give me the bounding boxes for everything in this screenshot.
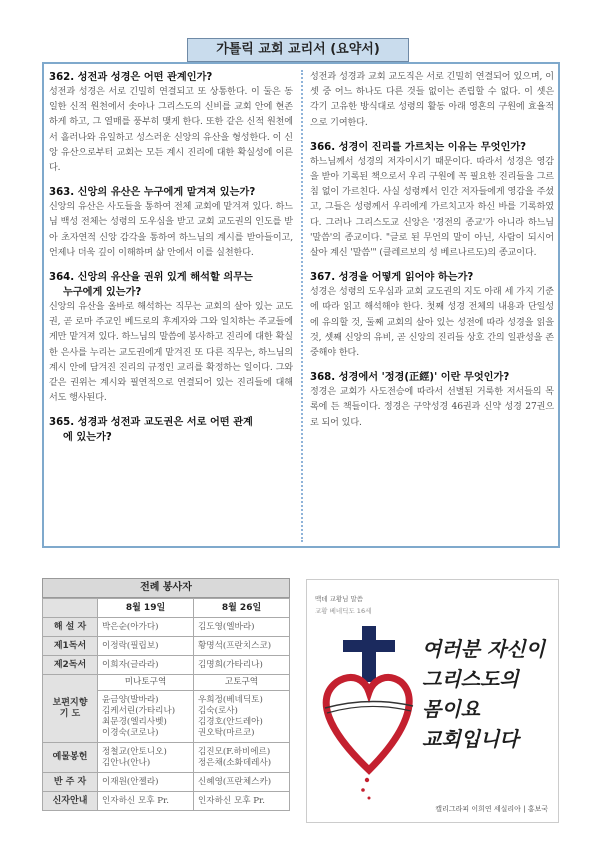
date-header: 8월 26일 (194, 599, 290, 618)
server-name: 김진모(F.하비에르) (198, 746, 271, 757)
servers-table (42, 598, 290, 811)
catechism-frame (42, 62, 560, 548)
server-cell (194, 743, 290, 773)
server-cell: 인자하신 모후 Pr. (194, 792, 290, 811)
question: 363. 신앙의 유산은 누구에게 맡겨져 있는가? (49, 187, 256, 199)
qa-item (310, 370, 554, 431)
cross-icon (362, 626, 376, 682)
server-cell: 이재원(안젤라) (98, 773, 194, 792)
server-cell: 이희자(글라라) (98, 656, 194, 675)
cross-bar (343, 640, 395, 652)
calligraphy-panel (306, 579, 559, 823)
server-name: 윤금양(발바라) (102, 694, 159, 705)
liturgy-title: 전례 봉사자 (42, 578, 290, 598)
table-row (43, 743, 290, 773)
calligraphy-line: 그리스도의 (422, 667, 519, 691)
question (49, 415, 293, 445)
role-cell: 예물봉헌 (43, 743, 98, 773)
question-line-2: 누구에게 있는가? (63, 287, 142, 299)
table-row (43, 675, 290, 691)
answer: 성경은 성령의 도우심과 교회 교도권의 지도 아래 세 가지 기준에 따라 읽고 해석해야 한다. 첫째 성경 전체의 내용과 단일성에 유의할 것, 둘째 교회의 살아 있는 성전에 따라 성경을 읽을 것, 셋째 신앙의 유비, 곧 신앙의 진리들 상호 간의 일관성을 존중해야 한다. (310, 287, 554, 359)
answer: 성전과 성경은 서로 긴밀히 연결되고 또 상통한다. 이 둘은 동일한 신적 원천에서 솟아나 그리스도의 신비를 교회 안에 현존하게 하고, 그 열매를 풍부히 맺게 한다. 또한 같은 신적 원천에서 흘러나와 유일하고 성스러운 신앙의 유산을 형성한다. 이 신앙 유산으로부터 교회는 모든 계시 진리에 대한 확실성에 이른다. (49, 87, 293, 174)
table-row (43, 773, 290, 792)
server-name: 우희정(베네딕토) (198, 694, 263, 705)
server-cell: 신혜영(프란체스카) (194, 773, 290, 792)
server-name: 이경숙(코로나) (102, 727, 159, 738)
role-cell: 반 주 자 (43, 773, 98, 792)
qa-item (49, 185, 293, 261)
catechism-right-column (310, 70, 554, 440)
server-cell (194, 691, 290, 743)
table-header-row (43, 599, 290, 618)
role-line: 기 도 (59, 708, 81, 719)
role-cell (43, 675, 98, 743)
date-header: 8월 19일 (98, 599, 194, 618)
qa-item (310, 140, 554, 261)
server-cell (98, 743, 194, 773)
calligraphy-text (422, 634, 552, 754)
role-cell: 신자안내 (43, 792, 98, 811)
question: 367. 성경을 어떻게 읽어야 하는가? (310, 272, 474, 284)
server-cell: 김명희(가타리나) (194, 656, 290, 675)
column-divider (301, 70, 303, 542)
table-row (43, 618, 290, 637)
server-name: 최문경(엘리사벳) (102, 716, 167, 727)
question-line-1: 365. 성경과 성전과 교도권은 서로 어떤 관계 (49, 417, 253, 429)
answer: 신앙의 유산은 사도들을 통하여 전체 교회에 맡겨져 있다. 하느님 백성 전체는 성령의 도우심을 받고 교회 교도권의 인도를 받아 초자연적 신앙 감각을 통하여 하느님의 계시를 받아들이고, 언제나 더욱 깊이 이해하며 삶 안에서 이를 실천한다. (49, 202, 293, 258)
calligraphy-line: 몸이요 (422, 697, 480, 721)
server-name: 김경호(안드레아) (198, 716, 263, 727)
blood-drops (361, 778, 370, 800)
server-name: 김숙(로사) (198, 705, 238, 716)
art-header-line: 교황 베네딕도 16세 (315, 607, 372, 615)
qa-item (310, 270, 554, 361)
table-row (43, 637, 290, 656)
region-cell: 미나토구역 (98, 675, 194, 691)
qa-item (49, 270, 293, 406)
server-name: 정철교(안토니오) (102, 746, 167, 757)
art-credit: 캘리그라피 이희연 세실리아 | 홍보국 (435, 805, 548, 813)
question: 366. 성경이 진리를 가르치는 이유는 무엇인가? (310, 141, 527, 153)
server-name: 권오탁(마르코) (198, 727, 255, 738)
heart-icon (326, 677, 409, 770)
server-cell (98, 691, 194, 743)
role-cell: 제1독서 (43, 637, 98, 656)
drop-icon (361, 788, 365, 792)
server-name: 김안나(안나) (102, 757, 151, 768)
role-corner (43, 599, 98, 618)
role-cell: 해 설 자 (43, 618, 98, 637)
qa-item (49, 70, 293, 176)
server-cell: 이정락(필립보) (98, 637, 194, 656)
crown-of-thorns-strand (327, 706, 411, 713)
liturgy-servers-table (42, 578, 290, 811)
page-title: 가톨릭 교회 교리서 (요약서) (187, 38, 409, 62)
role-line: 보편지향 (52, 697, 88, 708)
calligraphy-line: 여러분 자신이 (422, 637, 545, 661)
qa-item (310, 70, 554, 131)
qa-item (49, 415, 293, 445)
art-header-line: 맥데 교황님 말씀 (315, 595, 364, 603)
server-cell: 황명석(프란치스코) (194, 637, 290, 656)
table-row (43, 792, 290, 811)
table-row (43, 656, 290, 675)
server-cell: 인자하신 모후 Pr. (98, 792, 194, 811)
catechism-left-column (49, 70, 293, 454)
drop-icon (365, 778, 369, 782)
answer: 하느님께서 성경의 저자이시기 때문이다. 따라서 성경은 영감을 받아 기록된 책으로서 우리 구원에 꼭 필요한 진리들을 그르침 없이 가르친다. 사실 성령께서 인간 저자들에게 영감을 주셨고, 그들은 성령께서 우리에게 가르치고자 하신 바를 기록하였다. 그러나 그리스도교 신앙은 '경전의 종교'가 아니라 하느님 '말씀'의 종교이다. "글로 된 무언의 말이 아닌, 사람이 되시어 살아 계신 '말씀'" (클레르보의 성 베르나르도)의 종교이다. (310, 156, 554, 259)
question-line-2: 에 있는가? (63, 432, 112, 444)
question: 362. 성전과 성경은 어떤 관계인가? (49, 72, 213, 83)
question-line-1: 364. 신앙의 유산을 권위 있게 해석할 의무는 (49, 272, 253, 284)
question (49, 270, 293, 300)
server-cell: 김도영(엘바라) (194, 618, 290, 637)
question: 368. 성경에서 '정경(正經)' 이란 무엇인가? (310, 372, 510, 384)
region-cell: 고토구역 (194, 675, 290, 691)
server-name: 김케서린(가타리나) (102, 705, 176, 716)
drop-icon (368, 797, 371, 800)
answer: 신앙의 유산을 올바로 해석하는 직무는 교회의 살아 있는 교도권, 곧 로마 주교인 베드로의 후계자와 그와 일치하는 주교들에게만 맡겨져 있다. 하느님의 말씀에 봉사하고 진리에 대한 확실한 은사를 누리는 교도권에게 맡겨진 또 다른 직무는, 하느님의 계시 안에 담겨진 진리의 규정인 교리를 확정하는 일이다. 그와 같은 권위는 계시와 필연적으로 연결되어 있는 진리들에 대해서도 행사된다. (49, 302, 293, 404)
server-cell: 박은순(아가다) (98, 618, 194, 637)
answer: 성전과 성경과 교회 교도직은 서로 긴밀히 연결되어 있으며, 이 셋 중 어느 하나도 다른 것들 없이는 존립할 수 없다. 이 셋은 각기 고유한 방식대로 성령의 활동 아래 영혼의 구원에 효율적으로 기여한다. (310, 72, 554, 128)
answer: 정경은 교회가 사도전승에 따라서 선별된 거룩한 저서들의 목록에 든 책들이다. 정경은 구약성경 46권과 신약 성경 27권으로 되어 있다. (310, 387, 554, 428)
server-name: 정은채(소화데레사) (198, 757, 272, 768)
role-cell: 제2독서 (43, 656, 98, 675)
calligraphy-line: 교회입니다 (422, 727, 519, 751)
